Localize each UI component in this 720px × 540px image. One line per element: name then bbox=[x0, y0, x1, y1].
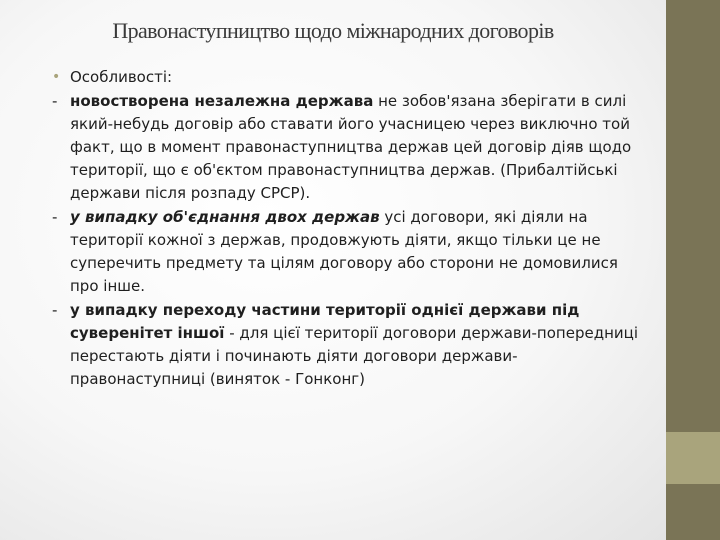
list-item bbox=[46, 299, 646, 391]
list-item bbox=[46, 206, 646, 298]
item-text: не зобов'язана зберігати в силі який-небудь договір або ставати його учасницею через виключно той факт, що в момент правонаступництва держав цей договір діяв щодо території, що є об'єктом правонаступництва держав. (Прибалтійські держави після розпаду СРСР). bbox=[70, 92, 632, 202]
heading-line bbox=[46, 66, 646, 89]
item-text: - для цієї території договори держави-попередниці перестають діяти і починають діяти договори держави-правонаступниці (виняток - Гонконг) bbox=[70, 324, 639, 388]
item-lead: у випадку переходу частини території однієї держави під суверенітет іншої bbox=[70, 301, 580, 342]
list-item bbox=[46, 90, 646, 205]
item-text: усі договори, які діяли на території кожної з держав, продовжують діяти, якщо тільки це не суперечить предмету та цілям договору або сторони не домовилися про інше. bbox=[70, 208, 618, 295]
side-bar bbox=[666, 0, 720, 540]
item-lead: новостворена незалежна держава bbox=[70, 92, 374, 110]
heading-text: Особливості: bbox=[70, 68, 173, 86]
slide-title: Правонаступництво щодо міжнародних договорів bbox=[112, 18, 554, 43]
bullet-icon: • bbox=[52, 69, 61, 85]
dash-marker: - bbox=[52, 208, 58, 226]
dash-marker: - bbox=[52, 92, 58, 110]
item-lead: у випадку об'єднання двох держав bbox=[70, 208, 380, 226]
dash-marker: - bbox=[52, 301, 58, 319]
side-bar-accent bbox=[666, 432, 720, 484]
slide-content bbox=[46, 66, 646, 392]
